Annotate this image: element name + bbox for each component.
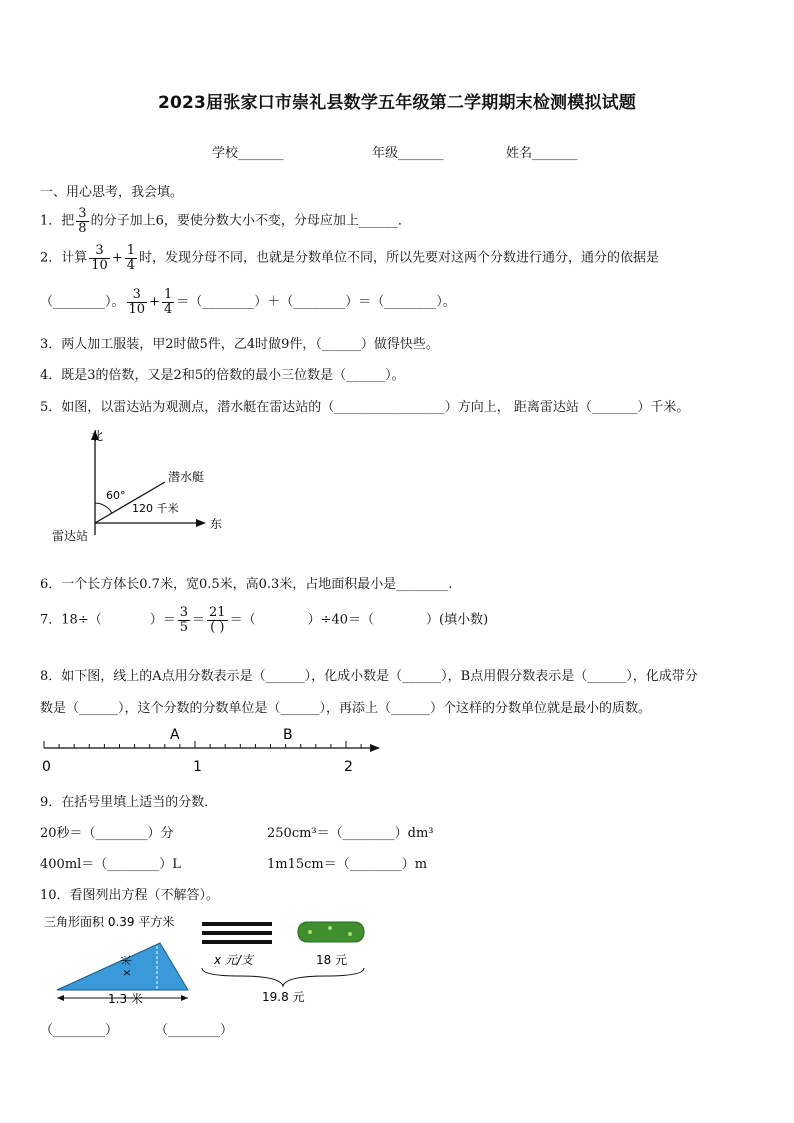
- angle-arc: [95, 503, 112, 513]
- station-label: 雷达站: [52, 529, 89, 543]
- question-9: 9．在括号里填上适当的分数．: [40, 795, 218, 810]
- total-price-label: 19.8 元: [262, 990, 305, 1004]
- triangle-base-label: 1.3 米: [108, 992, 143, 1006]
- q2-blank-1: （________）。: [40, 294, 125, 310]
- q2-fraction-4: $\frac{1}{4}$: [163, 287, 173, 317]
- q7-fraction-2: $\frac{21}{( )}$: [209, 605, 226, 635]
- school-field: 学校_______: [212, 146, 284, 161]
- case-dot-2: [328, 926, 332, 930]
- question-7: [40, 606, 488, 634]
- q7-part-d: ）÷40＝（: [307, 612, 375, 628]
- q10-answer-1: （________）: [40, 1023, 119, 1038]
- angle-label: 60°: [106, 489, 126, 502]
- grade-field: 年级_______: [372, 146, 444, 161]
- pencil-case-image: [298, 922, 364, 942]
- q7-part-a: 7．18÷（: [40, 612, 102, 628]
- question-1: [40, 207, 411, 235]
- q7-part-e: ）(填小数): [426, 612, 489, 628]
- question-6: 6．一个长方体长0.7米，宽0.5米，高0.3米，占地面积最小是________.: [40, 577, 453, 592]
- base-arrow-left-icon: [57, 995, 64, 1001]
- question-8-line-2: 数是（______），这个分数的分数单位是（______），再添上（______）个这样的分数单位就是最小的质数。: [40, 701, 652, 716]
- q1-pre: 1．把: [40, 213, 75, 229]
- number-line: [36, 725, 386, 775]
- east-label: 东: [210, 517, 223, 531]
- q2-fraction-2: $\frac{1}{4}$: [126, 243, 136, 273]
- question-10: 10．看图列出方程（不解答）。: [40, 888, 220, 903]
- triangle-height-label: x 米: [120, 954, 133, 976]
- number-line-ticks: [44, 741, 361, 748]
- tick-label-1: 1: [193, 759, 202, 775]
- point-b-label: B: [283, 727, 293, 743]
- q10-answer-2: （________）: [155, 1023, 234, 1038]
- q2-fraction-1: $\frac{3}{10}$: [91, 243, 108, 273]
- q7-fraction-1: $\frac{3}{5}$: [179, 605, 189, 635]
- base-arrow-right-icon: [181, 995, 188, 1001]
- name-field: 姓名_______: [506, 146, 578, 161]
- pencil-bar-3: [202, 940, 272, 944]
- question-3: 3．两人加工服装，甲2时做5件，乙4时做9件，（______）做得快些。: [40, 337, 439, 352]
- case-price-label: 18 元: [316, 953, 348, 967]
- question-5: 5．如图，以雷达站为观测点，潜水艇在雷达站的（_________________）方向上， 距离雷达站（_______）千米。: [40, 400, 690, 415]
- total-brace: [202, 968, 364, 986]
- q2-plus-2: +: [149, 294, 160, 310]
- q1-fraction: $\frac{3}{8}$: [78, 206, 87, 236]
- q7-part-b: ）＝: [149, 612, 176, 628]
- question-2-line-1: [40, 244, 659, 272]
- question-8-line-1: 8．如下图，线上的A点用分数表示是（______），化成小数是（______），B点用假分数表示是（______），化成带分: [40, 669, 698, 684]
- point-a-label: A: [170, 727, 180, 743]
- case-dot-1: [308, 930, 312, 934]
- number-line-arrow-icon: [370, 744, 380, 752]
- distance-label: 120 千米: [132, 502, 179, 515]
- radar-diagram: [40, 420, 240, 555]
- pencil-bar-1: [202, 922, 272, 926]
- q10-figures: [40, 906, 380, 1011]
- case-dot-3: [348, 932, 352, 936]
- q2-pre: 2．计算: [40, 250, 88, 266]
- q9-item-3: 400ml＝（________）L: [40, 857, 181, 872]
- q1-post: 的分子加上6，要使分数大小不变，分母应加上______．: [90, 213, 411, 229]
- q9-item-2: 250cm³＝（________）dm³: [267, 826, 434, 841]
- q2-post: 时，发现分母不同，也就是分数单位不同，所以先要对这两个分数进行通分，通分的依据是: [139, 250, 660, 266]
- q9-item-1: 20秒＝（________）分: [40, 826, 174, 841]
- pencil-price-label: x 元/支: [214, 953, 253, 967]
- q9-item-4: 1m15cm＝（________）m: [267, 857, 428, 872]
- section-heading: 一、用心思考，我会填。: [40, 185, 184, 200]
- q7-equals: ＝: [192, 612, 206, 628]
- tick-label-0: 0: [42, 759, 51, 775]
- page-title: 2023届张家口市崇礼县数学五年级第二学期期末检测模拟试题: [157, 93, 637, 113]
- question-2-line-2: [40, 288, 456, 316]
- q2-equation: ＝（________）＋（________）＝（________）。: [176, 294, 456, 310]
- tick-label-2: 2: [344, 759, 353, 775]
- submarine-label: 潜水艇: [168, 470, 205, 484]
- pencil-bar-2: [202, 931, 272, 935]
- q7-part-c: ＝（: [229, 612, 256, 628]
- north-label: 北: [91, 429, 104, 443]
- q2-plus: +: [111, 250, 123, 266]
- triangle-area-label: 三角形面积 0.39 平方米: [44, 915, 175, 929]
- question-4: 4．既是3的倍数，又是2和5的倍数的最小三位数是（______）。: [40, 368, 405, 383]
- q2-fraction-3: $\frac{3}{10}$: [128, 287, 146, 317]
- east-arrow-icon: [196, 519, 206, 527]
